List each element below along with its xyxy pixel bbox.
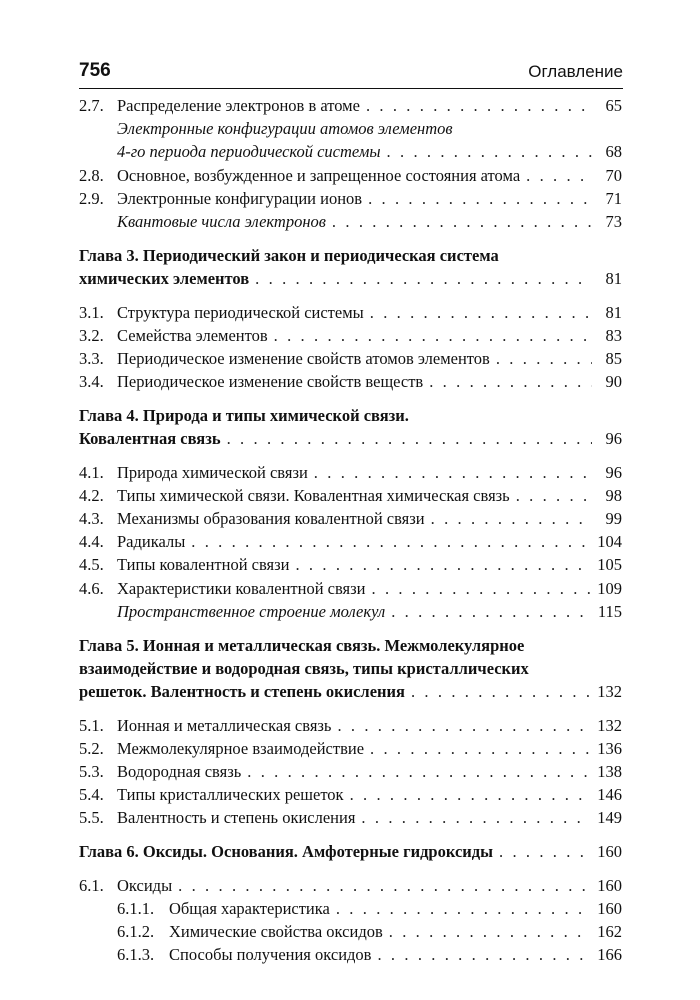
toc-entry-6-1[interactable]	[79, 874, 622, 897]
running-title: Оглавление	[528, 62, 623, 81]
toc-entry-5-2[interactable]	[79, 737, 622, 760]
toc-entry-2-7[interactable]	[79, 94, 622, 117]
dot-leader	[178, 874, 591, 897]
toc-entry-label: Радикалы	[117, 532, 186, 552]
toc-entry-label: Общая характеристика	[169, 898, 330, 918]
toc-entry-4-6[interactable]	[79, 577, 622, 600]
toc-entry-5-1[interactable]	[79, 714, 622, 737]
dot-leader	[314, 461, 592, 484]
toc-entry-page: 160	[597, 875, 622, 895]
toc-entry-number: 5.2.	[79, 738, 104, 758]
toc-entry-number: 5.4.	[79, 785, 104, 805]
toc-entry-4-2[interactable]	[79, 484, 622, 507]
toc-entry-label: Типы химической связи. Ковалентная химическая связь	[117, 485, 510, 505]
header-rule	[79, 88, 623, 89]
chapter-title: Глава 4. Природа и типы химической связи.	[79, 406, 409, 426]
chapter-6-heading[interactable]	[79, 840, 622, 863]
toc-entry-page: 149	[597, 808, 622, 828]
toc-entry-number: 4.6.	[79, 578, 104, 598]
chapter-page: 96	[605, 429, 622, 449]
toc-entry-label: Электронные конфигурации ионов	[117, 188, 363, 208]
table-of-contents	[79, 94, 622, 966]
toc-entry-number: 6.1.1.	[117, 898, 155, 918]
chapter-heading-line	[79, 244, 622, 267]
toc-entry-label: Семейства элементов	[117, 325, 268, 345]
dot-leader	[295, 553, 591, 576]
dot-leader	[411, 680, 591, 703]
dot-leader	[370, 737, 591, 760]
toc-entry-label: Ионная и металлическая связь	[117, 715, 332, 735]
toc-entry-6-1-1[interactable]	[79, 897, 622, 920]
dot-leader	[332, 210, 592, 233]
chapter-title: химических элементов	[79, 269, 250, 289]
chapter-title: решеток. Валентность и степень окисления	[79, 682, 405, 702]
toc-entry-page: 105	[597, 555, 622, 575]
toc-entry-label: Квантовые числа электронов	[117, 211, 326, 231]
toc-entry-label: Пространственное строение молекул	[117, 601, 386, 621]
dot-leader	[255, 267, 592, 290]
toc-entry-page: 81	[605, 302, 622, 322]
toc-entry-2-7-appendix-line1[interactable]	[79, 117, 622, 140]
toc-entry-label: Типы кристаллических решеток	[117, 785, 344, 805]
toc-entry-number: 6.1.	[79, 875, 104, 895]
dot-leader	[247, 760, 591, 783]
chapter-heading-line	[79, 840, 622, 863]
toc-entry-page: 85	[605, 348, 622, 368]
dot-leader	[350, 783, 592, 806]
toc-entry-page: 138	[597, 761, 622, 781]
toc-entry-page: 71	[605, 188, 622, 208]
toc-entry-number: 5.5.	[79, 808, 104, 828]
dot-leader	[274, 324, 592, 347]
chapter-3-heading[interactable]	[79, 244, 622, 290]
toc-entry-page: 132	[597, 715, 622, 735]
page-header	[79, 60, 623, 84]
toc-entry-page: 83	[605, 325, 622, 345]
dot-leader	[366, 94, 592, 117]
toc-entry-number: 5.3.	[79, 761, 104, 781]
toc-entry-label: Характеристики ковалентной связи	[117, 578, 366, 598]
dot-leader	[361, 806, 591, 829]
toc-entry-label: Валентность и степень окисления	[117, 808, 356, 828]
toc-entry-number: 4.5.	[79, 555, 104, 575]
toc-entry-label: Электронные конфигурации атомов элементов	[117, 119, 453, 139]
toc-entry-label: Межмолекулярное взаимодействие	[117, 738, 365, 758]
toc-entry-number: 3.1.	[79, 302, 104, 322]
toc-entry-number: 2.8.	[79, 165, 104, 185]
toc-entry-number: 3.4.	[79, 372, 104, 392]
dot-leader	[337, 714, 591, 737]
toc-entry-5-3[interactable]	[79, 760, 622, 783]
toc-entry-2-9-appendix[interactable]	[79, 210, 622, 233]
toc-entry-page: 73	[605, 211, 622, 231]
toc-entry-number: 4.3.	[79, 509, 104, 528]
toc-entry-number: 4.1.	[79, 462, 104, 482]
toc-entry-5-5[interactable]	[79, 806, 622, 829]
chapter-page: 160	[597, 842, 622, 862]
dot-leader	[387, 140, 592, 163]
page-number: 756	[79, 60, 111, 81]
dot-leader	[372, 577, 592, 600]
chapter-heading-line	[79, 657, 622, 680]
toc-entry-number: 3.3.	[79, 348, 104, 368]
toc-entry-label: Периодическое изменение свойств атомов элементов	[117, 348, 490, 368]
dot-leader	[389, 920, 591, 943]
toc-entry-label: Химические свойства оксидов	[169, 922, 383, 941]
chapter-title: Глава 5. Ионная и металлическая связь. Межмолекулярное	[79, 635, 525, 655]
toc-entry-2-9[interactable]	[79, 187, 622, 210]
toc-entry-page: 96	[605, 462, 622, 482]
dot-leader	[191, 530, 591, 553]
toc-entry-number: 4.2.	[79, 485, 104, 505]
toc-entry-label: Природа химической связи	[117, 462, 308, 482]
chapter-heading-line	[79, 680, 622, 703]
toc-entry-number: 6.1.3.	[117, 945, 155, 965]
toc-entry-page: 146	[597, 785, 622, 805]
toc-entry-5-4[interactable]	[79, 783, 622, 806]
dot-leader	[431, 507, 592, 530]
toc-entry-3-4[interactable]	[79, 370, 622, 393]
toc-entry-2-7-appendix-line2[interactable]	[79, 140, 622, 163]
toc-entry-4-5[interactable]	[79, 553, 622, 576]
dot-leader	[429, 370, 592, 393]
toc-entry-page: 104	[597, 532, 622, 552]
toc-entry-4-4[interactable]	[79, 530, 622, 553]
chapter-heading-line	[79, 634, 622, 657]
toc-entry-page: 99	[605, 509, 622, 528]
toc-entry-label: Периодическое изменение свойств веществ	[117, 372, 424, 392]
chapter-heading-line	[79, 267, 622, 290]
toc-entry-page: 90	[605, 372, 622, 392]
toc-entry-4-3[interactable]	[79, 507, 622, 530]
dot-leader	[391, 600, 592, 623]
toc-entry-number: 5.1.	[79, 715, 104, 735]
toc-entry-label: Структура периодической системы	[117, 302, 364, 322]
chapter-heading-line	[79, 427, 622, 450]
chapter-5-heading[interactable]	[79, 634, 622, 704]
toc-entry-label: Оксиды	[117, 875, 173, 895]
dot-leader	[336, 897, 591, 920]
toc-entry-label: Распределение электронов в атоме	[117, 96, 360, 115]
chapter-title: Глава 3. Периодический закон и периодическая система	[79, 246, 499, 266]
toc-entry-page: 70	[605, 165, 622, 185]
toc-entry-number: 3.2.	[79, 325, 104, 345]
chapter-page: 81	[605, 269, 622, 289]
chapter-title: Глава 6. Оксиды. Основания. Амфотерные гидроксиды	[79, 842, 493, 862]
toc-entry-label: Типы ковалентной связи	[117, 555, 290, 575]
toc-entry-4-1[interactable]	[79, 461, 622, 484]
dot-leader	[227, 427, 592, 450]
toc-entry-page: 162	[597, 922, 622, 941]
toc-entry-page: 160	[597, 898, 622, 918]
toc-entry-number: 2.9.	[79, 188, 104, 208]
toc-entry-page: 166	[597, 945, 622, 965]
toc-entry-6-1-3[interactable]	[79, 943, 622, 966]
dot-leader	[496, 347, 592, 370]
toc-entry-page: 115	[597, 601, 622, 621]
dot-leader	[516, 484, 592, 507]
chapter-heading-line	[79, 404, 622, 427]
toc-entry-number: 4.4.	[79, 532, 104, 552]
dot-leader	[526, 164, 592, 187]
toc-entry-page: 109	[597, 578, 622, 598]
toc-entry-6-1-2[interactable]	[79, 920, 622, 943]
toc-entry-label: Способы получения оксидов	[169, 945, 372, 965]
toc-entry-2-8[interactable]	[79, 164, 622, 187]
toc-entry-label: Водородная связь	[117, 761, 242, 781]
toc-entry-label: Механизмы образования ковалентной связи	[117, 509, 425, 528]
dot-leader	[368, 187, 592, 210]
dot-leader	[499, 840, 591, 863]
toc-entry-page: 136	[597, 738, 622, 758]
chapter-4-heading[interactable]	[79, 404, 622, 450]
chapter-title: Ковалентная связь	[79, 429, 221, 449]
toc-entry-number: 2.7.	[79, 96, 104, 115]
dot-leader	[370, 301, 592, 324]
toc-entry-page: 65	[605, 96, 622, 115]
toc-entry-4-6-appendix[interactable]	[79, 600, 622, 623]
toc-entry-label: 4-го периода периодической системы	[117, 142, 381, 162]
toc-entry-3-2[interactable]	[79, 324, 622, 347]
toc-entry-page: 98	[605, 485, 622, 505]
chapter-title: взаимодействие и водородная связь, типы кристаллических	[79, 659, 529, 679]
toc-entry-3-3[interactable]	[79, 347, 622, 370]
toc-entry-number: 6.1.2.	[117, 922, 155, 941]
toc-entry-page: 68	[605, 142, 622, 162]
toc-entry-3-1[interactable]	[79, 301, 622, 324]
chapter-page: 132	[597, 682, 622, 702]
dot-leader	[377, 943, 591, 966]
toc-entry-label: Основное, возбужденное и запрещенное состояния атома	[117, 165, 521, 185]
